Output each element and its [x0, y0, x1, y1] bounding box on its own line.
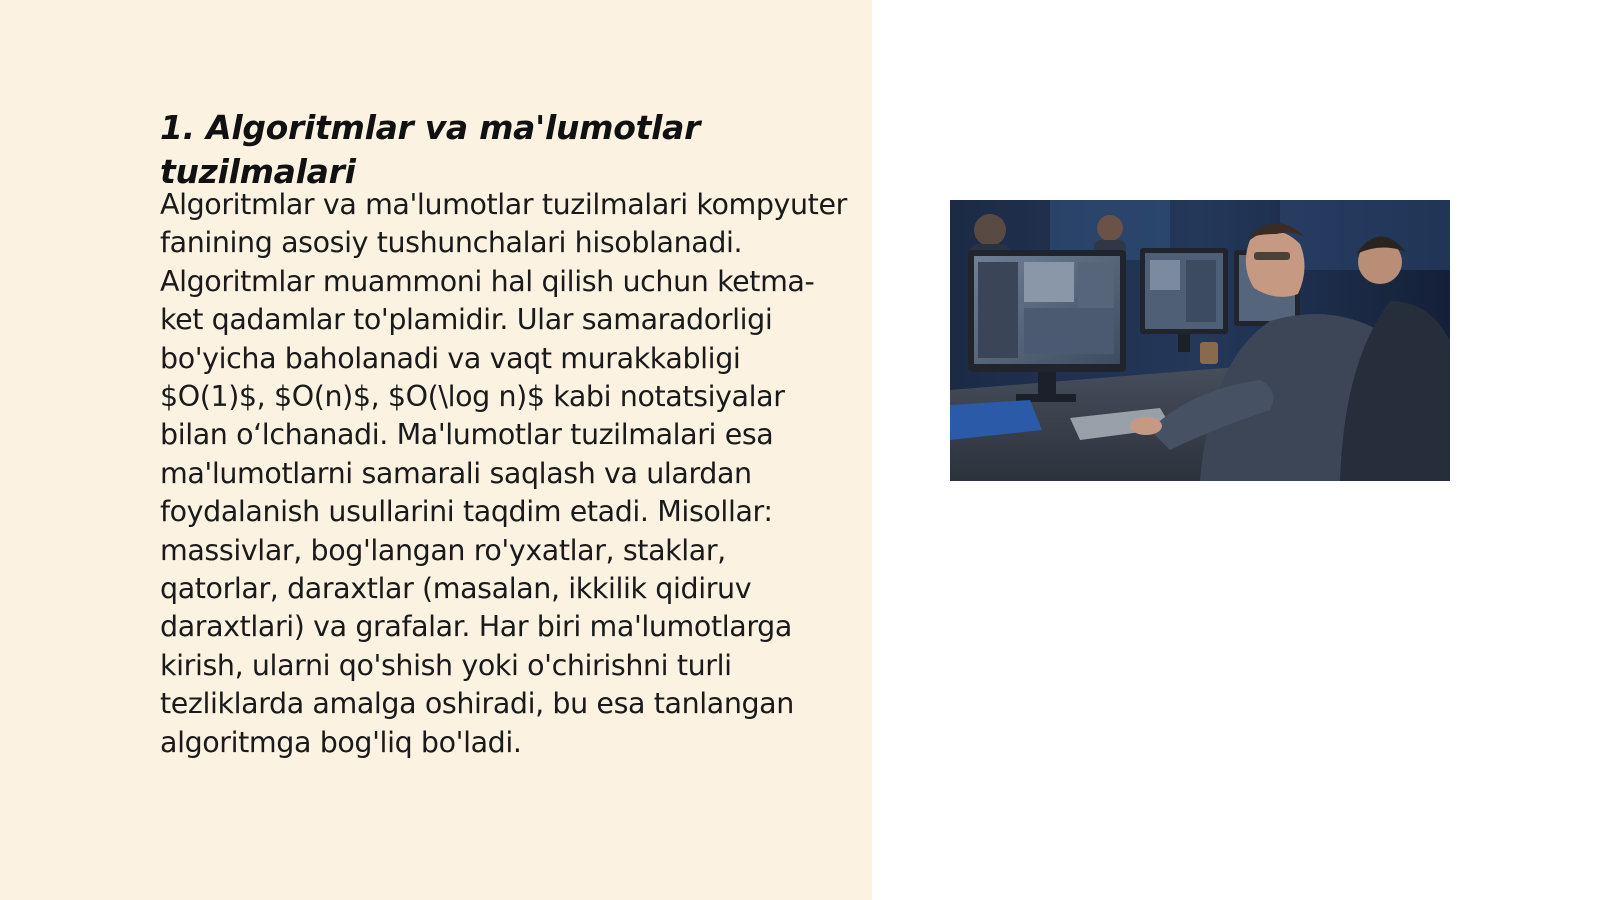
photo-programmers-at-computers — [950, 200, 1450, 481]
slide-title: 1. Algoritmlar va ma'lumotlar tuzilmalari — [160, 108, 701, 191]
body-text: Algoritmlar va ma'lumotlar tuzilmalari kompyuter fanining asosiy tushunchalari hisoblanadi. Algoritmlar muammoni hal qilish uchun ketma-ket qadamlar to'plamidir. Ular samaradorligi bo'yicha baholanadi va vaqt murakkabligi $O(1)$, $O(n)$, $O(\log n)$ kabi notatsiyalar bilan o‘lchanadi. Ma'lumotlar tuzilmalari esa ma'lumotlarni samarali saqlash va ulardan foydalanish usullarini taqdim etadi. Misollar: massivlar, bog'langan ro'yxatlar, staklar, qatorlar, daraxtlar (masalan, ikkilik qidiruv daraxtlari) va grafalar. Har biri ma'lumotlarga kirish, ularni qo'shish yoki o'chirishni turli tezliklarda amalga oshiradi, bu esa tanlangan algoritmga bog'liq bo'ladi. — [160, 188, 847, 759]
